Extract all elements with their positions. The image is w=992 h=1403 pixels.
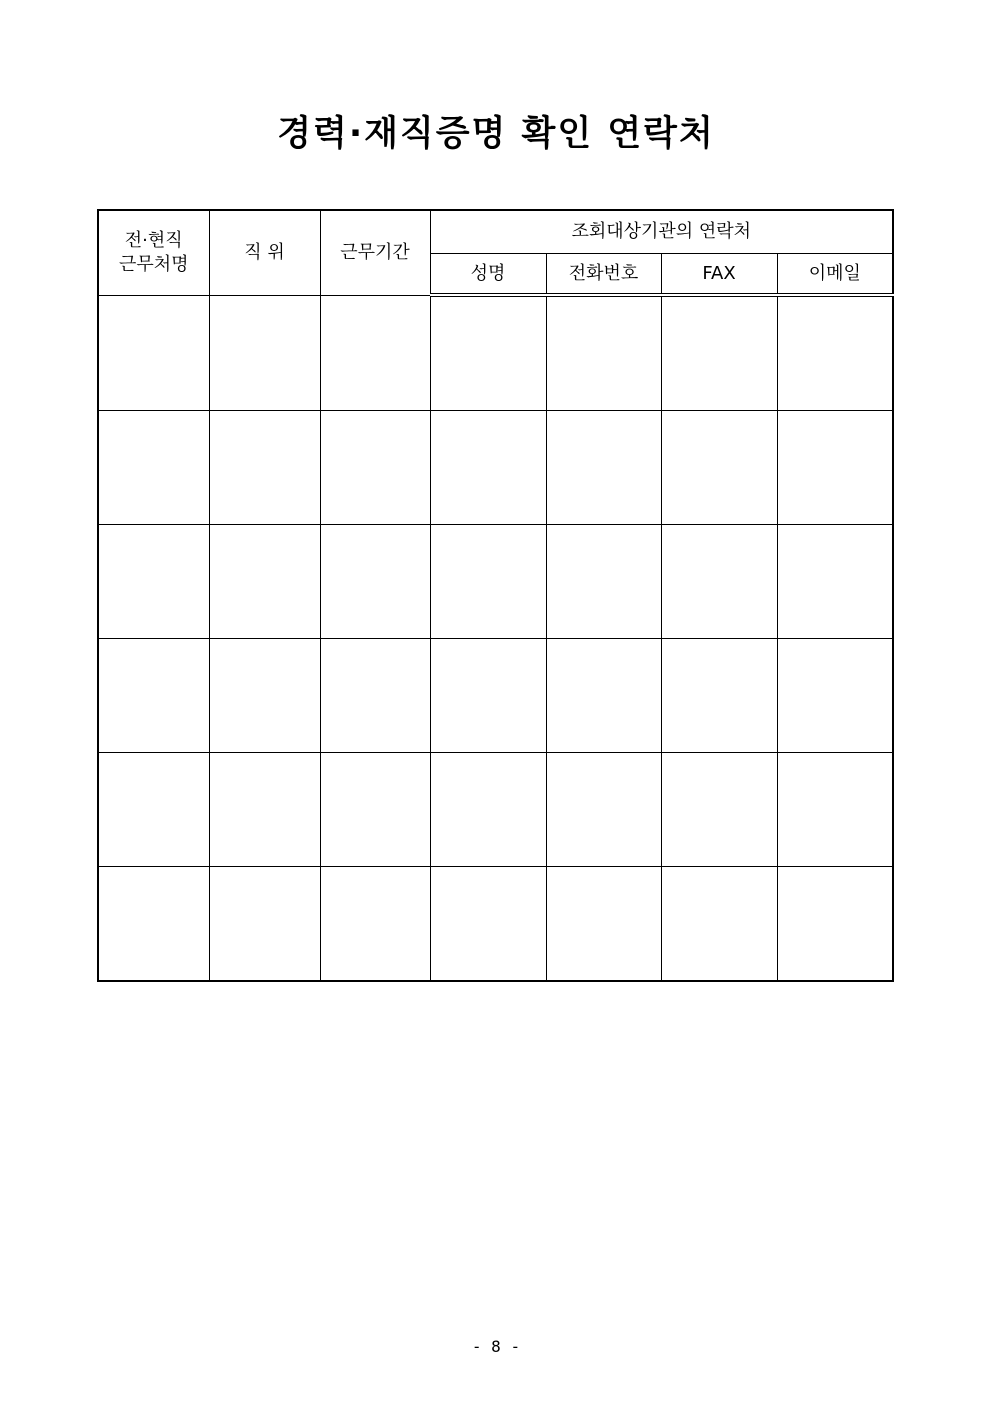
cell-name[interactable] xyxy=(430,639,546,753)
cell-position[interactable] xyxy=(209,753,320,867)
cell-workplace[interactable] xyxy=(98,867,209,982)
header-position: 직 위 xyxy=(209,210,320,295)
cell-position[interactable] xyxy=(209,295,320,411)
cell-period[interactable] xyxy=(320,525,430,639)
cell-phone[interactable] xyxy=(546,525,661,639)
cell-fax[interactable] xyxy=(661,867,777,982)
table-row xyxy=(98,411,893,525)
cell-email[interactable] xyxy=(777,295,893,411)
table-row xyxy=(98,867,893,982)
cell-fax[interactable] xyxy=(661,411,777,525)
cell-name[interactable] xyxy=(430,295,546,411)
cell-period[interactable] xyxy=(320,639,430,753)
cell-name[interactable] xyxy=(430,867,546,982)
cell-position[interactable] xyxy=(209,411,320,525)
table-row xyxy=(98,639,893,753)
cell-fax[interactable] xyxy=(661,753,777,867)
header-phone: 전화번호 xyxy=(546,254,661,296)
header-email: 이메일 xyxy=(777,254,893,296)
cell-position[interactable] xyxy=(209,639,320,753)
header-workplace: 전·현직 근무처명 xyxy=(98,210,209,295)
cell-workplace[interactable] xyxy=(98,411,209,525)
header-contact-group: 조회대상기관의 연락처 xyxy=(430,210,893,254)
page-number: - 8 - xyxy=(471,1337,521,1356)
cell-email[interactable] xyxy=(777,753,893,867)
cell-workplace[interactable] xyxy=(98,753,209,867)
cell-workplace[interactable] xyxy=(98,639,209,753)
cell-email[interactable] xyxy=(777,411,893,525)
header-fax: FAX xyxy=(661,254,777,296)
page-title: 경력·재직증명 확인 연락처 xyxy=(277,114,715,154)
cell-fax[interactable] xyxy=(661,295,777,411)
cell-phone[interactable] xyxy=(546,639,661,753)
cell-name[interactable] xyxy=(430,525,546,639)
contact-table xyxy=(97,209,894,982)
cell-email[interactable] xyxy=(777,525,893,639)
cell-period[interactable] xyxy=(320,753,430,867)
table-row xyxy=(98,295,893,411)
cell-name[interactable] xyxy=(430,411,546,525)
cell-period[interactable] xyxy=(320,411,430,525)
cell-name[interactable] xyxy=(430,753,546,867)
cell-phone[interactable] xyxy=(546,753,661,867)
cell-period[interactable] xyxy=(320,867,430,982)
cell-fax[interactable] xyxy=(661,525,777,639)
cell-email[interactable] xyxy=(777,639,893,753)
table-row xyxy=(98,753,893,867)
cell-position[interactable] xyxy=(209,867,320,982)
table-row xyxy=(98,525,893,639)
cell-phone[interactable] xyxy=(546,411,661,525)
cell-workplace[interactable] xyxy=(98,525,209,639)
header-name: 성명 xyxy=(430,254,546,296)
cell-period[interactable] xyxy=(320,295,430,411)
cell-fax[interactable] xyxy=(661,639,777,753)
cell-phone[interactable] xyxy=(546,295,661,411)
cell-phone[interactable] xyxy=(546,867,661,982)
header-period: 근무기간 xyxy=(320,210,430,295)
cell-workplace[interactable] xyxy=(98,295,209,411)
cell-position[interactable] xyxy=(209,525,320,639)
cell-email[interactable] xyxy=(777,867,893,982)
